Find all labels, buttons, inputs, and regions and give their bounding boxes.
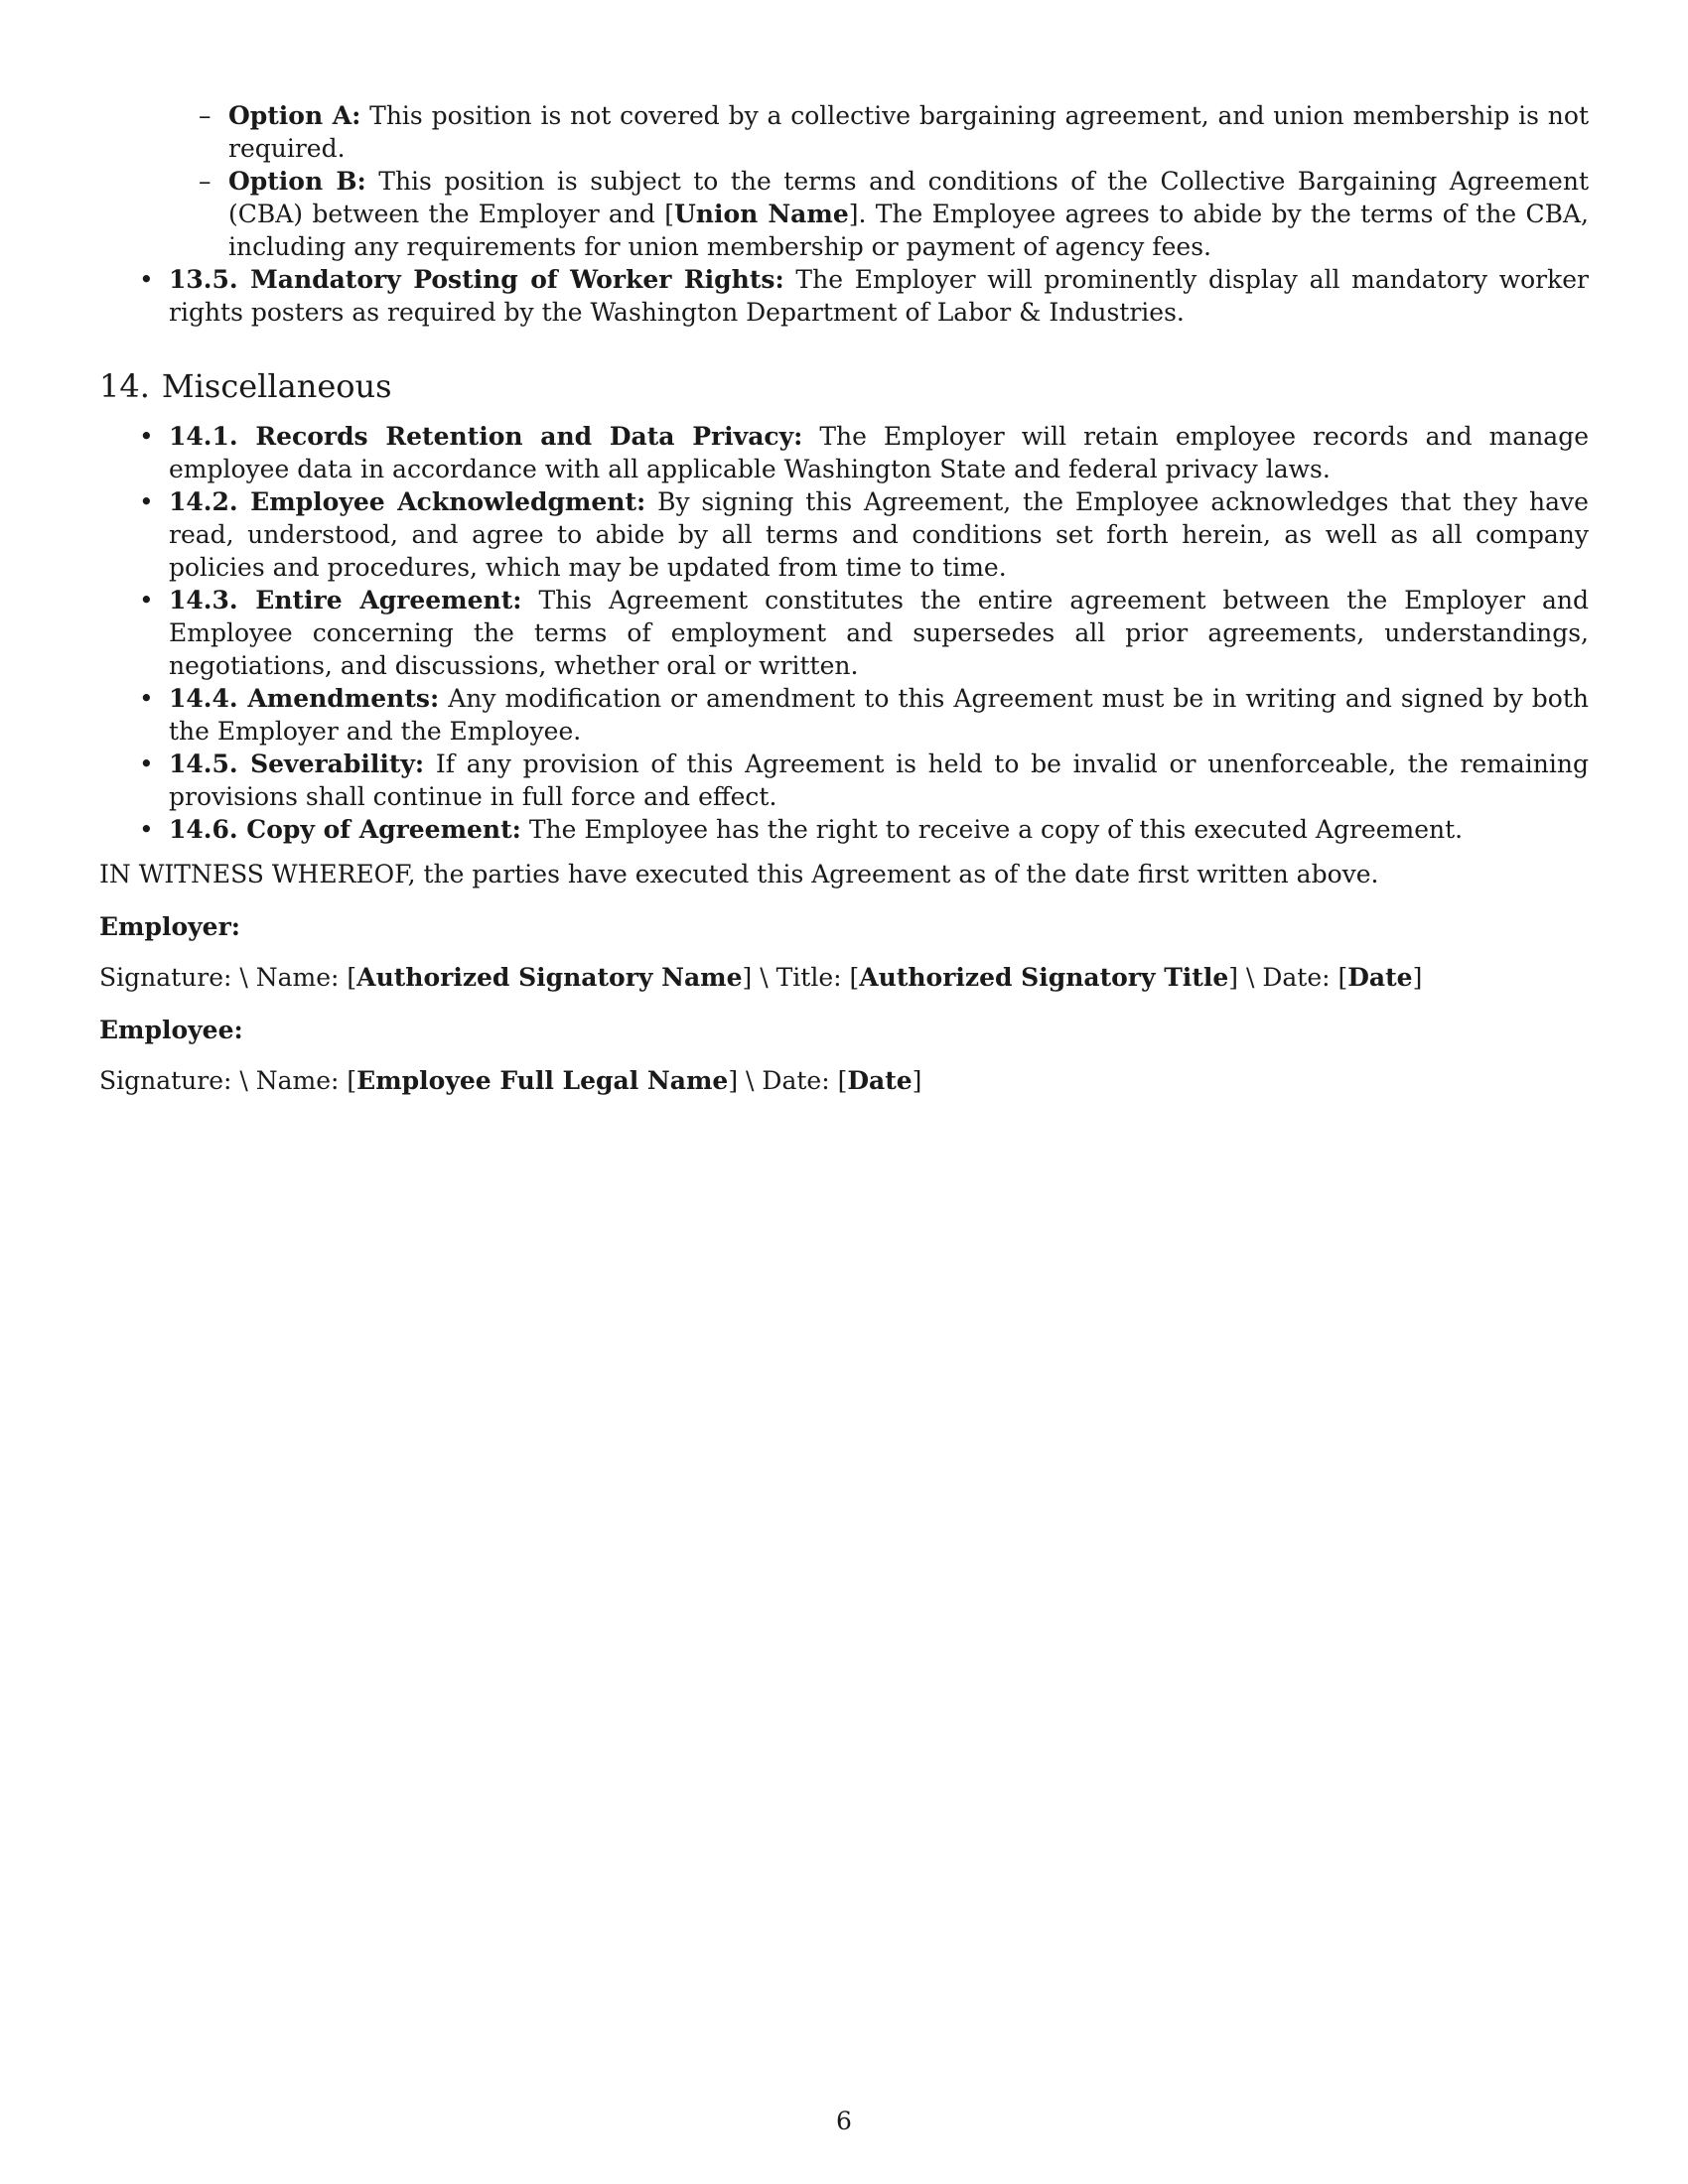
- page-number: 6: [836, 2107, 852, 2135]
- list-item-14-3: [169, 584, 1589, 682]
- item-text: The Employee has the right to receive a copy of this executed Agreement.: [528, 815, 1464, 844]
- employee-name-placeholder: Employee Full Legal Name: [356, 1066, 729, 1095]
- employer-title-placeholder: Authorized Signatory Title: [859, 963, 1229, 992]
- option-a-item: [228, 99, 1589, 165]
- item-text: Any modification or amendment to this Agreement must be in writing and signed by both the Employer and the Employee.: [169, 684, 1590, 746]
- item-label: 14.2. Employee Acknowledgment:: [169, 487, 646, 516]
- witness-paragraph: IN WITNESS WHEREOF, the parties have executed this Agreement as of the date first written above.: [99, 860, 1379, 888]
- item-13-5: [169, 263, 1589, 329]
- section-14-number: 14.: [99, 367, 150, 405]
- option-a-label: Option A:: [228, 101, 361, 130]
- list-item-14-5: [169, 748, 1589, 813]
- item-text: By signing this Agreement, the Employee acknowledges that they have read, understood, and agree to abide by all terms and conditions set forth herein, as well as all company policies and procedures, which may be updated from time to time.: [169, 487, 1589, 582]
- employer-signature-label: Signature: \ Name: [: [99, 963, 357, 992]
- item-label: 14.4. Amendments:: [169, 684, 440, 713]
- item-text: This Agreement constitutes the entire agreement between the Employer and Employee concerning the terms of employment and supersedes all prior agreements, understandings, negotiations, and discussions, whether oral or written.: [169, 586, 1589, 680]
- option-b-label: Option B:: [228, 167, 366, 196]
- option-b-text-after: ]. The Employee agrees to abide by the terms of the CBA, including any requirements for union membership or payment of agency fees.: [228, 200, 1589, 261]
- employer-line-close: ]: [1412, 963, 1423, 992]
- section-14-heading: [99, 366, 1589, 406]
- list-item-14-6: [169, 813, 1589, 846]
- item-label: 14.1. Records Retention and Data Privacy:: [169, 422, 803, 451]
- section-13-tail-list: [99, 263, 1589, 329]
- employer-date-placeholder: Date: [1347, 963, 1413, 992]
- list-item-14-1: [169, 420, 1589, 485]
- employee-date-label: ] \ Date: [: [728, 1066, 848, 1095]
- item-13-5-label: 13.5. Mandatory Posting of Worker Rights:: [169, 265, 784, 294]
- union-options-list: [99, 99, 1589, 263]
- item-13-5-text: The Employer will prominently display all mandatory worker rights posters as required by the Washington Department of Labor & Industries.: [169, 265, 1589, 327]
- item-text: If any provision of this Agreement is held to be invalid or unenforceable, the remaining provisions shall continue in full force and effect.: [169, 750, 1589, 811]
- union-name-placeholder: Union Name: [673, 200, 849, 228]
- employer-signature-line: [99, 961, 1589, 994]
- employee-signature-label: Signature: \ Name: [: [99, 1066, 357, 1095]
- document-page: [99, 99, 1589, 1097]
- employer-heading: Employer:: [99, 912, 240, 941]
- option-a-text: This position is not covered by a collective bargaining agreement, and union membership is not required.: [228, 101, 1589, 163]
- section-14-title: Miscellaneous: [161, 367, 392, 405]
- item-text: The Employer will retain employee records and manage employee data in accordance with all applicable Washington State and federal privacy laws.: [169, 422, 1589, 483]
- section-14-list: [99, 420, 1589, 846]
- employer-name-placeholder: Authorized Signatory Name: [356, 963, 743, 992]
- item-label: 14.6. Copy of Agreement:: [169, 815, 521, 844]
- item-label: 14.3. Entire Agreement:: [169, 586, 522, 614]
- employee-date-placeholder: Date: [847, 1066, 913, 1095]
- employer-title-label: ] \ Title: [: [742, 963, 860, 992]
- list-item-14-4: [169, 682, 1589, 748]
- employer-date-label: ] \ Date: [: [1228, 963, 1348, 992]
- option-b-item: [228, 165, 1589, 263]
- employee-line-close: ]: [912, 1066, 922, 1095]
- option-b-text-before: This position is subject to the terms and conditions of the Collective Bargaining Agreement (CBA) between the Employer and [: [228, 167, 1589, 228]
- employee-signature-line: [99, 1064, 1589, 1097]
- item-label: 14.5. Severability:: [169, 750, 425, 778]
- list-item-14-2: [169, 485, 1589, 584]
- employee-heading: Employee:: [99, 1016, 243, 1044]
